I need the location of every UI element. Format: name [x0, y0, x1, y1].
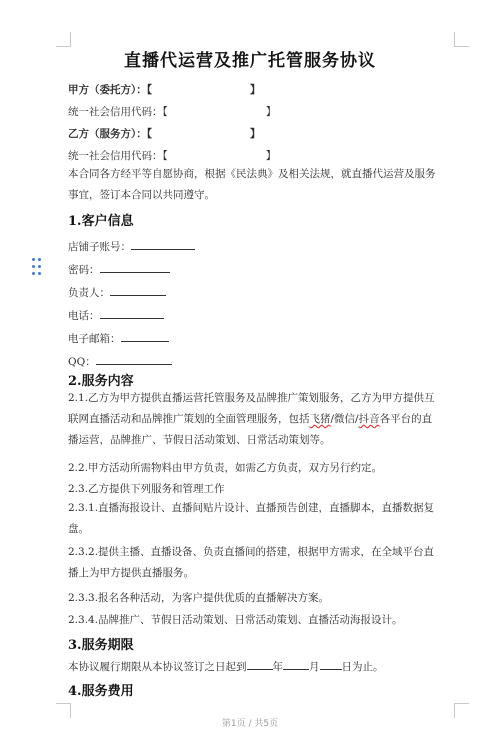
- year-label: 年: [272, 661, 283, 673]
- field-store-account[interactable]: [68, 238, 195, 254]
- field-qq[interactable]: [68, 353, 172, 369]
- clause-2-3-2[interactable]: 2.3.2.提供主播、直播设备、负责直播间的搭建，根据甲方需求，在全域平台直播上为甲方提供直播服务。: [68, 546, 435, 579]
- fill-blank[interactable]: [131, 238, 195, 250]
- crop-mark-top-right: [454, 32, 469, 47]
- document-title: 直播代运营及推广托管服务协议: [124, 51, 376, 71]
- fill-blank[interactable]: [100, 261, 170, 273]
- drag-handle-icon[interactable]: [32, 258, 44, 278]
- field-email[interactable]: [68, 330, 169, 346]
- clause-2-3-4[interactable]: 2.3.4.品牌推广、节假日活动策划、日常活动策划、直播活动海报设计。: [68, 614, 403, 626]
- fill-blank[interactable]: [121, 330, 169, 342]
- party-b-close: 】: [250, 128, 261, 140]
- month-label: 月: [309, 661, 320, 673]
- fill-blank[interactable]: [96, 353, 172, 365]
- credit-code-a-label: 统一社会信用代码：【: [68, 106, 168, 118]
- section-1-heading: 1.客户信息: [68, 214, 134, 229]
- intro-paragraph[interactable]: 本合同各方经平等自愿协商，根据《民法典》及相关法规，就直播代运营及服务事宜，签订本合同以共同遵守。: [68, 168, 436, 201]
- credit-code-a-close: 】: [265, 106, 277, 118]
- credit-code-b-line[interactable]: [68, 148, 276, 163]
- party-a-line[interactable]: [68, 82, 261, 97]
- clause-2-1-text: 2.1.乙方为甲方提供直播运营托管服务及品牌推广策划服务，乙方为甲方提供互联网直播活动和品牌推广策划的全面管理服务，包括: [68, 392, 435, 425]
- field-label: 店铺子账号：: [68, 241, 131, 253]
- party-b-label: 乙方（服务方）：【: [68, 128, 152, 140]
- field-phone[interactable]: [68, 307, 164, 323]
- party-a-label: 甲方（委托方）：【: [68, 84, 152, 96]
- credit-code-a-line[interactable]: [68, 104, 276, 119]
- field-label: 电话：: [68, 310, 100, 322]
- field-label: 电子邮箱：: [68, 333, 121, 345]
- clause-2-3-1[interactable]: 2.3.1.直播海报设计、直播间贴片设计、直播预告创建，直播脚本，直播数据复盘。: [68, 502, 435, 535]
- section-3-heading: 3.服务期限: [68, 638, 134, 653]
- term-text: 本协议履行期限从本协议签订之日起到: [68, 661, 247, 673]
- spellcheck-word: 抖音: [358, 413, 380, 425]
- party-a-close: 】: [250, 84, 261, 96]
- fill-blank[interactable]: [110, 284, 166, 296]
- month-blank[interactable]: [283, 658, 309, 670]
- field-label: 负责人：: [68, 287, 110, 299]
- credit-code-b-label: 统一社会信用代码：【: [68, 150, 168, 162]
- credit-code-b-close: 】: [265, 150, 277, 162]
- clause-2-3[interactable]: 2.3.乙方提供下列服务和管理工作: [68, 483, 225, 495]
- field-label: QQ：: [68, 356, 96, 368]
- day-label: 日为止。: [341, 661, 384, 673]
- field-password[interactable]: [68, 261, 170, 277]
- section-2-heading: 2.服务内容: [68, 374, 134, 389]
- fill-blank[interactable]: [100, 307, 164, 319]
- service-term-line[interactable]: [68, 658, 384, 674]
- crop-mark-top-left: [56, 32, 71, 47]
- section-4-heading: 4.服务费用: [68, 684, 134, 699]
- clause-2-2[interactable]: 2.2.甲方活动所需物料由甲方负责，如需乙方负责，双方另行约定。: [68, 462, 383, 474]
- year-blank[interactable]: [247, 658, 273, 670]
- day-blank[interactable]: [320, 658, 342, 670]
- clause-2-1-tail: 各平台的直播运营，品牌推广、节假日活动策划、日常活动策划等。: [68, 413, 433, 446]
- field-label: 密码：: [68, 264, 100, 276]
- clause-2-1-sep: /微信/: [330, 413, 359, 425]
- party-b-line[interactable]: [68, 126, 261, 141]
- page-indicator: 第1页 / 共5页: [221, 719, 279, 729]
- spellcheck-word: 飞猪: [309, 413, 331, 425]
- clause-2-1[interactable]: [68, 388, 436, 451]
- field-contact-person[interactable]: [68, 284, 166, 300]
- clause-2-3-3[interactable]: 2.3.3.报名各种活动，为客户提供优质的直播解决方案。: [68, 592, 330, 604]
